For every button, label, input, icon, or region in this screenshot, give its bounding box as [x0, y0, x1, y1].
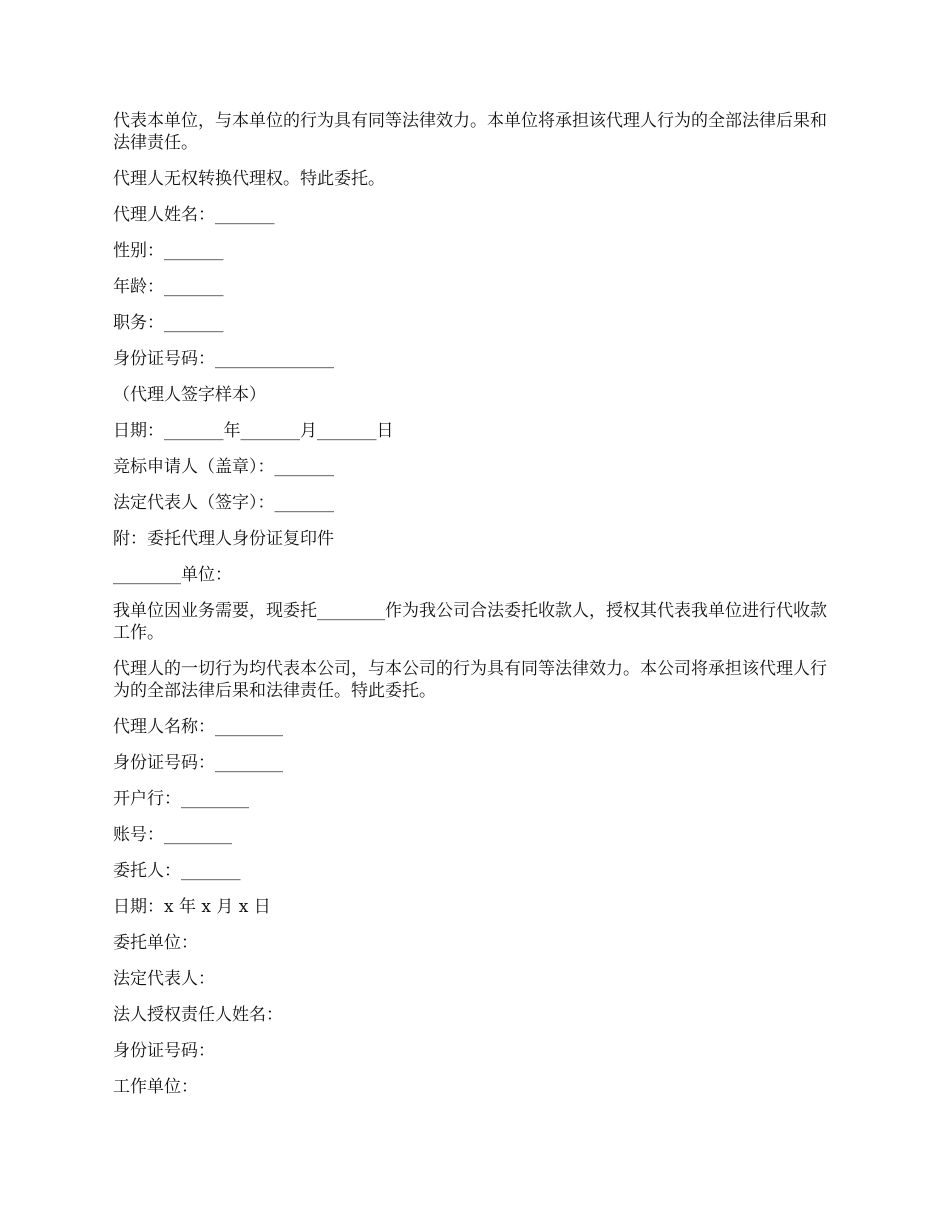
document-body — [113, 110, 843, 1112]
agent-signature-sample: （代理人签字样本） — [113, 385, 266, 405]
field-agent-title: 代理人名称：________ — [113, 717, 283, 737]
field-bidder-seal: 竞标申请人（盖章）：_______ — [113, 457, 334, 477]
field-entrusting-unit: 委托单位： — [113, 933, 198, 953]
recipient-unit: ________单位： — [113, 565, 232, 585]
attachment-note: 附：委托代理人身份证复印件 — [113, 529, 334, 549]
field-id-number-3: 身份证号码： — [113, 1041, 215, 1061]
field-legal-rep-signature: 法定代表人（签字）：_______ — [113, 493, 334, 513]
field-bank: 开户行：________ — [113, 789, 249, 809]
field-date: 日期：_______年_______月_______日 — [113, 421, 394, 441]
field-age: 年龄：_______ — [113, 277, 224, 297]
field-principal: 委托人：_______ — [113, 861, 241, 881]
field-position: 职务：_______ — [113, 313, 224, 333]
paragraph-no-transfer: 代理人无权转换代理权。特此委托。 — [113, 169, 385, 189]
paragraph-authority-effect: 代表本单位，与本单位的行为具有同等法律效力。本单位将承担该代理人行为的全部法律后果和法律责任。 — [113, 111, 827, 153]
field-legal-representative: 法定代表人： — [113, 969, 215, 989]
field-work-unit: 工作单位： — [113, 1077, 198, 1097]
field-id-number: 身份证号码：______________ — [113, 349, 334, 369]
field-authorized-person-name: 法人授权责任人姓名： — [113, 1005, 283, 1025]
paragraph-company-effect: 代理人的一切行为均代表本公司，与本公司的行为具有同等法律效力。本公司将承担该代理人行为的全部法律后果和法律责任。特此委托。 — [113, 659, 827, 701]
paragraph-collection-authorization: 我单位因业务需要，现委托________作为我公司合法委托收款人，授权其代表我单位进行代收款工作。 — [113, 601, 827, 643]
field-account: 账号：________ — [113, 825, 232, 845]
field-id-number-2: 身份证号码：________ — [113, 753, 283, 773]
field-agent-name: 代理人姓名：_______ — [113, 205, 275, 225]
field-date-2: 日期：x 年 x 月 x 日 — [113, 897, 271, 917]
field-gender: 性别：_______ — [113, 241, 224, 261]
